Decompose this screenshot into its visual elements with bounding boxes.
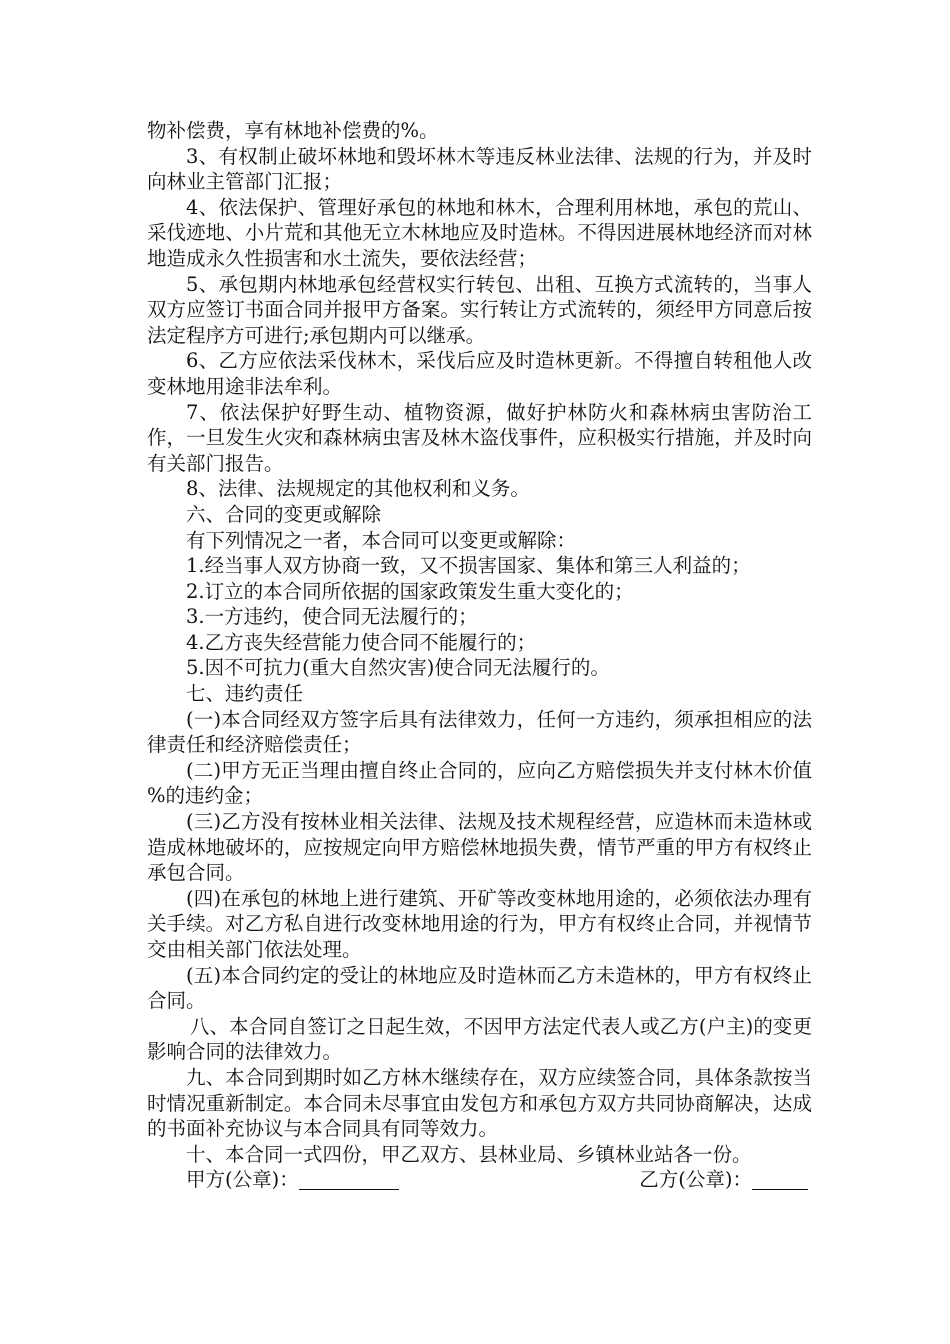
party-a-signature [186,1167,399,1193]
paragraph: 物补偿费，享有林地补偿费的%。 [147,119,439,142]
paragraph: (三)乙方没有按林业相关法律、法规及技术规程经营，应造林而未造林或造成林地破坏的，应按规定向甲方赔偿林地损失费，情节严重的甲方有权终止承包合同。 [147,810,812,885]
paragraph: 八、本合同自签订之日起生效，不因甲方法定代表人或乙方(户主)的变更影响合同的法律效力。 [147,1014,812,1064]
paragraph: (一)本合同经双方签字后具有法律效力，任何一方违约，须承担相应的法律责任和经济赔偿责任； [147,707,812,757]
list-item: 4.乙方丧失经营能力使合同不能履行的； [186,630,537,654]
paragraph: 5、承包期内林地承包经营权实行转包、出租、互换方式流转的，当事人双方应签订书面合同并报甲方备案。实行转让方式流转的，须经甲方同意后按法定程序方可进行;承包期内可以继承。 [147,272,812,347]
party-b-label: 乙方(公章)： [639,1168,752,1192]
list-item: 2.订立的本合同所依据的国家政策发生重大变化的； [186,579,634,603]
party-a-label: 甲方(公章)： [186,1168,299,1192]
paragraph: 有下列情况之一者，本合同可以变更或解除： [186,528,577,552]
paragraph: 十、本合同一式四份，甲乙双方、县林业局、乡镇林业站各一份。 [186,1142,752,1166]
list-item: 5.因不可抗力(重大自然灾害)使合同无法履行的。 [186,656,610,680]
paragraph: 6、乙方应依法采伐林木，采伐后应及时造林更新。不得擅自转租他人改变林地用途非法牟利。 [147,349,812,398]
list-item: 1.经当事人双方协商一致，又不损害国家、集体和第三人利益的； [186,554,751,578]
section-heading: 七、违约责任 [186,682,304,706]
signature-row [147,1167,812,1195]
paragraph: (五)本合同约定的受让的林地应及时造林而乙方未造林的，甲方有权终止合同。 [147,963,812,1013]
paragraph: (四)在承包的林地上进行建筑、开矿等改变林地用途的，必须依法办理有关手续。对乙方私自进行改变林地用途的行为，甲方有权终止合同，并视情节交由相关部门依法处理。 [147,886,812,961]
section-heading: 六、合同的变更或解除 [186,502,382,526]
paragraph: (二)甲方无正当理由擅自终止合同的，应向乙方赔偿损失并支付林木价值 %的违约金； [147,758,812,808]
paragraph: 3、有权制止破坏林地和毁坏林木等违反林业法律、法规的行为，并及时向林业主管部门汇报； [147,144,812,194]
paragraph: 九、本合同到期时如乙方林木继续存在，双方应续签合同，具体条款按当时情况重新制定。本合同未尽事宜由发包方和承包方双方共同协商解决，达成的书面补充协议与本合同具有同等效力。 [147,1065,812,1141]
party-a-blank-line [299,1171,399,1190]
party-b-blank-line [752,1171,808,1190]
paragraph: 8、法律、法规规定的其他权利和义务。 [186,477,530,501]
document-body [147,118,812,1195]
party-b-signature [639,1167,808,1193]
paragraph: 4、依法保护、管理好承包的林地和林木，合理利用林地，承包的荒山、采伐迹地、小片荒和其他无立木林地应及时造林。不得因进展林地经济而对林地造成永久性损害和水土流失，要依法经营； [147,195,812,270]
list-item: 3.一方违约，使合同无法履行的； [186,605,478,629]
paragraph: 7、依法保护好野生动、植物资源，做好护林防火和森林病虫害防治工作，一旦发生火灾和森林病虫害及林木盗伐事件，应积极实行措施，并及时向有关部门报告。 [147,400,812,475]
